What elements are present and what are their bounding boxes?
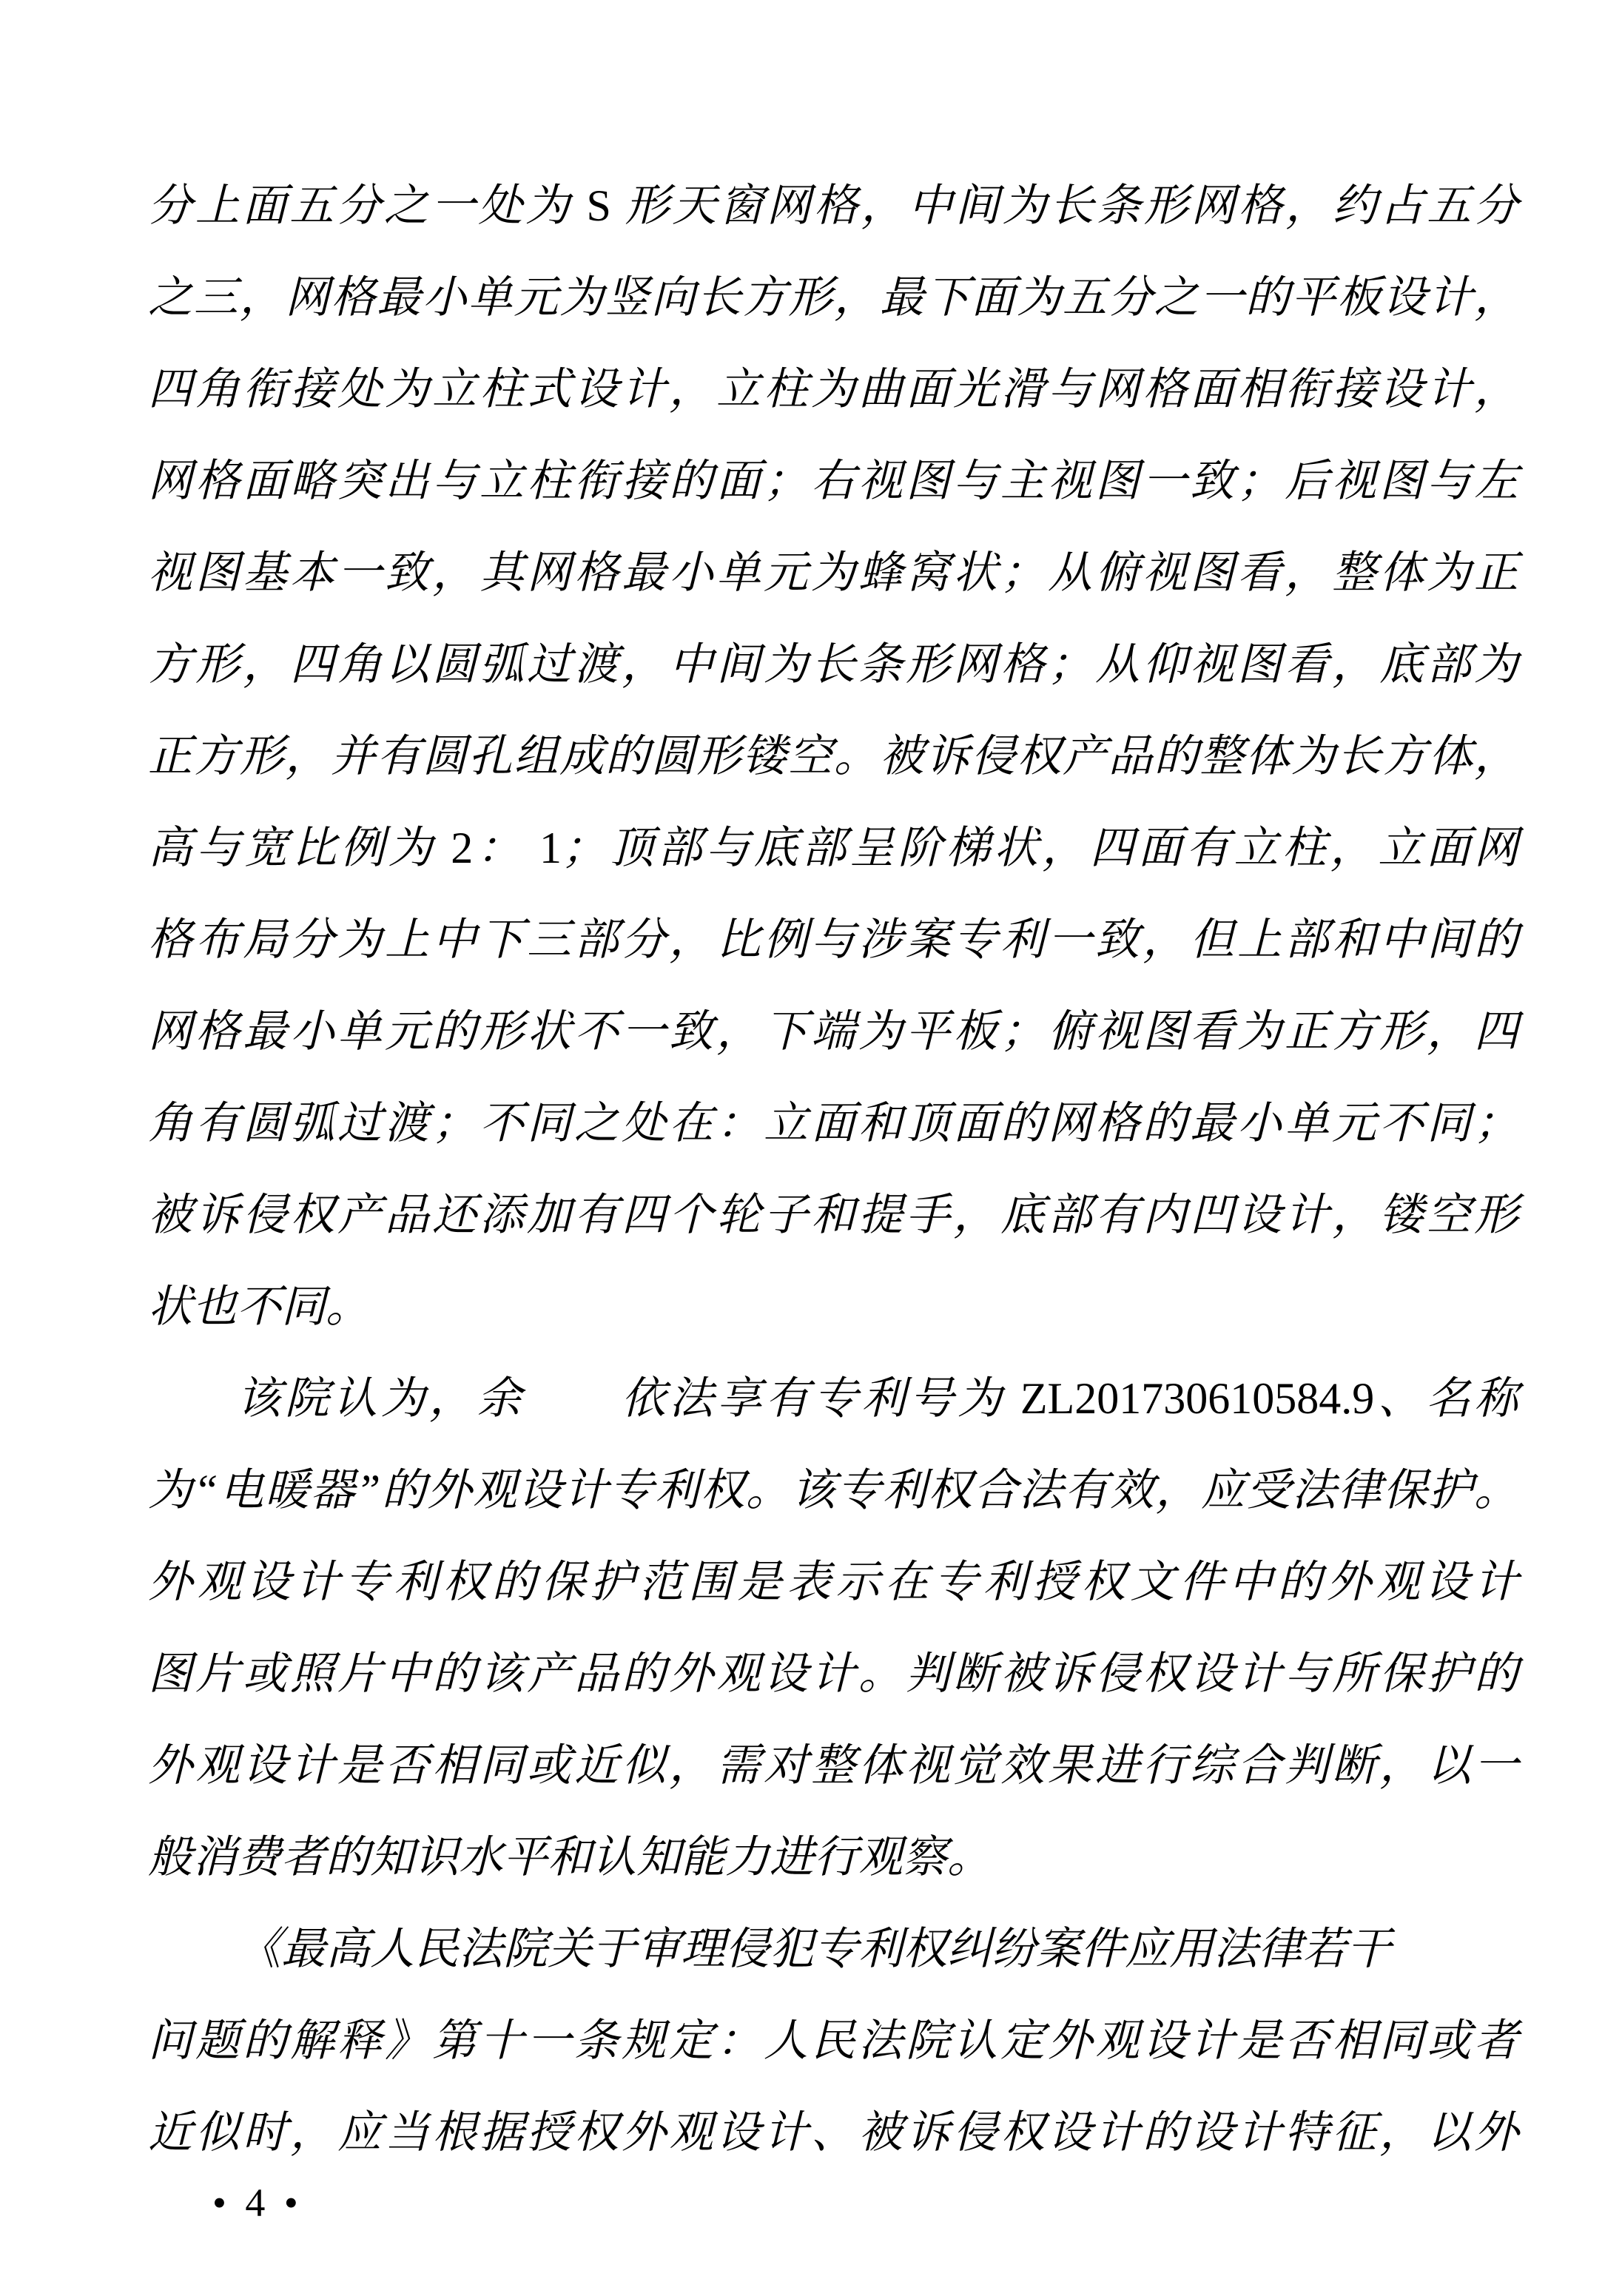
document-line <box>148 1444 1518 1536</box>
document-line <box>148 802 1518 894</box>
cjk-text-run: 分上面五分之一处为 <box>148 181 587 230</box>
latin-text-run: 1 <box>539 824 562 872</box>
page-number: • 4 • <box>212 2181 303 2225</box>
cjk-text-run: 近似时，应当根据授权外观设计、被诉侵权设计的设计特征，以外 <box>148 2108 1518 2157</box>
cjk-text-run: 外观设计是否相同或近似，需对整体视觉效果进行综合判断，以一 <box>148 1741 1518 1790</box>
cjk-text-run: 高与宽比例为 <box>148 824 451 872</box>
document-line <box>148 894 1518 986</box>
cjk-text-run: 该院认为，余 依法享有专利号为 <box>237 1374 1020 1423</box>
document-line <box>148 160 1518 252</box>
document-line <box>148 986 1518 1077</box>
cjk-text-run: 方形，四角以圆弧过渡，中间为长条形网格；从仰视图看，底部为 <box>148 640 1518 689</box>
cjk-text-run: 《最高人民法院关于审理侵犯专利权纠纷案件应用法律若干 <box>237 1925 1391 1973</box>
document-line <box>148 252 1518 343</box>
cjk-text-run: 、名称 <box>1374 1374 1519 1423</box>
document-line <box>148 435 1518 527</box>
document-line <box>148 1536 1518 1628</box>
document-line <box>148 710 1518 802</box>
document-line <box>148 1353 1518 1444</box>
cjk-text-run: ；顶部与底部呈阶梯状，四面有立柱，立面网 <box>561 824 1519 872</box>
document-line <box>148 527 1518 619</box>
cjk-text-run: 网格最小单元的形状不一致，下端为平板；俯视图看为正方形，四 <box>148 1007 1518 1056</box>
document-line <box>148 1261 1518 1353</box>
document-line <box>148 1169 1518 1261</box>
cjk-text-run: 为“电暖器”的外观设计专利权。该专利权合法有效，应受法律保护。 <box>148 1466 1518 1515</box>
cjk-text-run: ： <box>473 824 539 872</box>
cjk-text-run: 形天窗网格，中间为长条形网格，约占五分 <box>610 181 1519 230</box>
cjk-text-run: 般消费者的知识水平和认知能力进行观察。 <box>148 1833 992 1882</box>
cjk-text-run: 网格面略突出与立柱衔接的面；右视图与主视图一致；后视图与左 <box>148 457 1518 505</box>
cjk-text-run: 外观设计专利权的保护范围是表示在专利授权文件中的外观设计 <box>148 1558 1518 1606</box>
cjk-text-run: 问题的解释》第十一条规定：人民法院认定外观设计是否相同或者 <box>148 2016 1518 2065</box>
document-line <box>148 1811 1518 1903</box>
document-line <box>148 1720 1518 1811</box>
cjk-text-run: 图片或照片中的该产品的外观设计。判断被诉侵权设计与所保护的 <box>148 1649 1518 1698</box>
cjk-text-run: 四角衔接处为立柱式设计，立柱为曲面光滑与网格面相衔接设计， <box>148 365 1518 414</box>
latin-text-run: S <box>586 181 611 230</box>
document-line <box>148 2087 1518 2178</box>
cjk-text-run: 格布局分为上中下三部分，比例与涉案专利一致，但上部和中间的 <box>148 915 1518 964</box>
document-line <box>148 343 1518 435</box>
cjk-text-run: 之三，网格最小单元为竖向长方形，最下面为五分之一的平板设计， <box>148 273 1518 322</box>
document-body <box>148 160 1518 2178</box>
cjk-text-run: 状也不同。 <box>148 1282 370 1331</box>
document-line <box>148 1077 1518 1169</box>
cjk-text-run: 视图基本一致，其网格最小单元为蜂窝状；从俯视图看，整体为正 <box>148 548 1518 597</box>
document-line <box>148 1903 1518 1995</box>
latin-text-run: ZL201730610584.9 <box>1020 1374 1375 1423</box>
cjk-text-run: 角有圆弧过渡；不同之处在：立面和顶面的网格的最小单元不同； <box>148 1099 1518 1148</box>
cjk-text-run: 正方形，并有圆孔组成的圆形镂空。被诉侵权产品的整体为长方体， <box>148 732 1518 781</box>
document-line <box>148 1995 1518 2087</box>
cjk-text-run: 被诉侵权产品还添加有四个轮子和提手，底部有内凹设计，镂空形 <box>148 1191 1518 1239</box>
document-line <box>148 1628 1518 1720</box>
document-line <box>148 619 1518 710</box>
latin-text-run: 2 <box>451 824 474 872</box>
